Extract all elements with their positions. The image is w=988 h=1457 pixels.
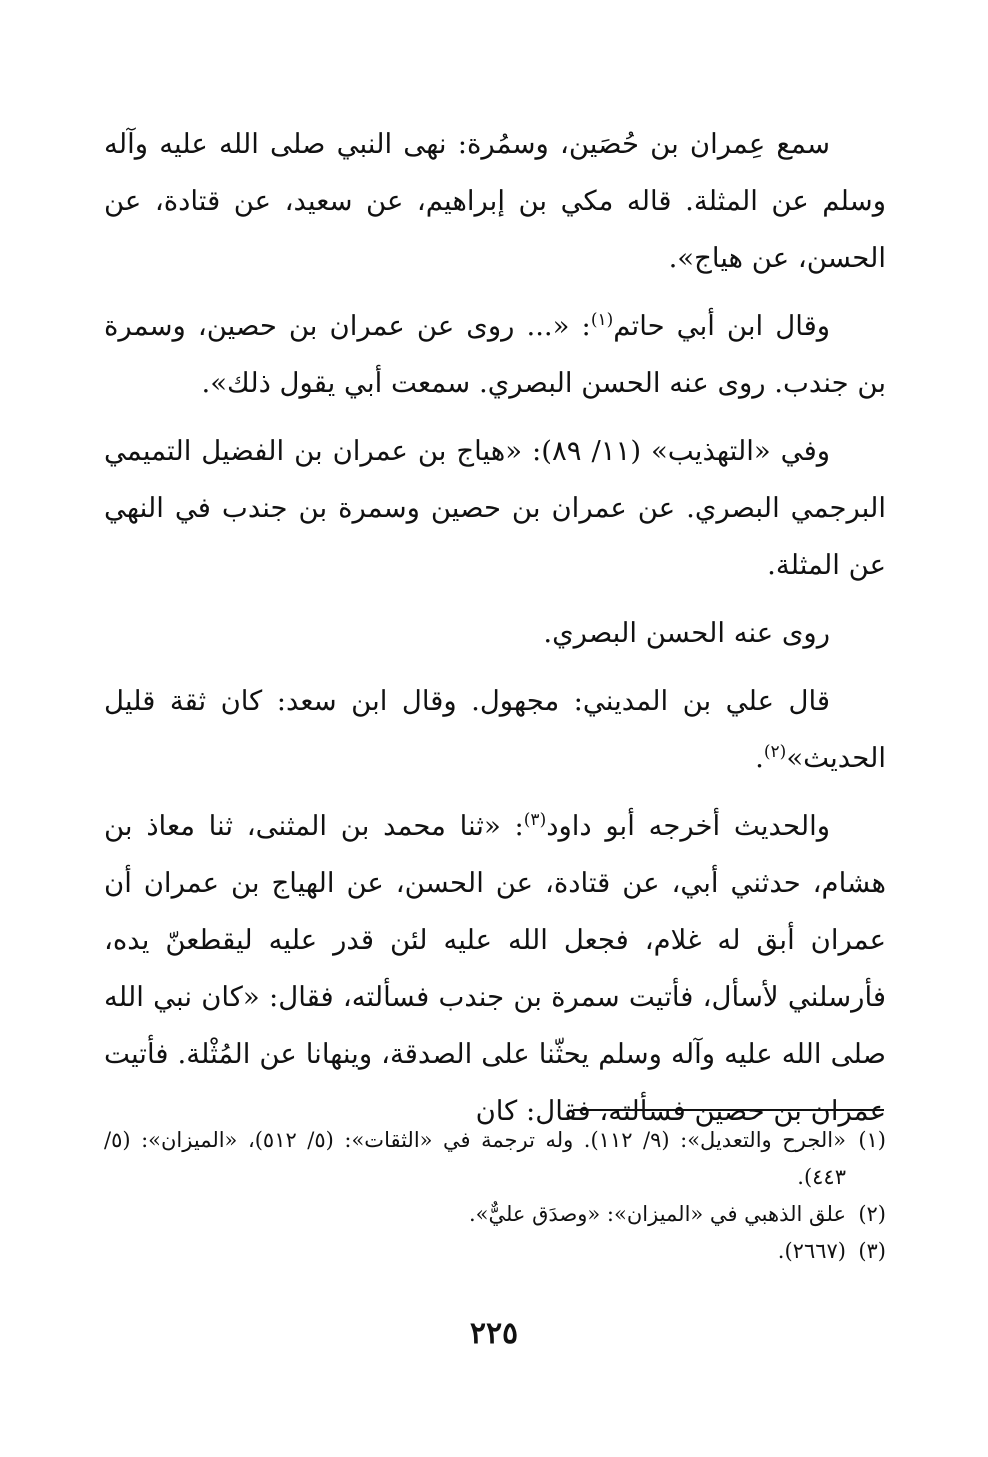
footnote-1-number: (١) <box>858 1128 886 1152</box>
paragraph-2-lead: وقال ابن أبي حاتم <box>613 310 830 342</box>
paragraph-5 <box>104 673 886 787</box>
paragraph-4-text: روى عنه الحسن البصري. <box>543 617 830 649</box>
paragraph-2-text: : «... روى عن عمران بن حصين، وسمرة بن جندب. روى عنه الحسن البصري. سمعت أبي يقول ذلك». <box>104 310 886 399</box>
paragraph-6 <box>104 798 886 1140</box>
footnote-3-number: (٣) <box>858 1239 886 1263</box>
paragraph-1 <box>104 116 886 287</box>
paragraph-3-text: وفي «التهذيب» (١١/ ٨٩): «هياج بن عمران بن الفضيل التميمي البرجمي البصري. عن عمران بن حصين وسمرة بن جندب في النهي عن المثلة. <box>104 435 886 581</box>
footnote-2-number: (٢) <box>858 1202 886 1226</box>
paragraph-2 <box>104 298 886 412</box>
footnotes <box>104 1122 886 1270</box>
page-number: ٢٢٥ <box>469 1316 519 1351</box>
footnote-ref-2: (٢) <box>763 741 787 762</box>
footnote-3 <box>104 1233 886 1270</box>
main-text <box>104 116 886 1151</box>
footnote-2-text: علق الذهبي في «الميزان»: «وصدَق عليٌّ». <box>468 1202 846 1226</box>
paragraph-6-text: : «ثنا محمد بن المثنى، ثنا معاذ بن هشام، حدثني أبي، عن قتادة، عن الحسن، عن الهياج بن عمران أن عمران أبق له غلام، فجعل الله عليه لئن قدر عليه ليقطعنّ يده، فأرسلني لأسأل، فأتيت سمرة بن جندب فسألته، فقال: «كان نبي الله صلى الله عليه وآله وسلم يحثّنا على الصدقة، وينهانا عن المُثْلة. فأتيت عمران بن حصين فسألته، فقال: كان <box>104 810 886 1127</box>
footnote-ref-3: (٣) <box>523 809 547 830</box>
footnote-ref-1: (١) <box>590 309 614 330</box>
paragraph-1-text: سمع عِمران بن حُصَين، وسمُرة: نهى النبي صلى الله عليه وآله وسلم عن المثلة. قاله مكي بن إبراهيم، عن سعيد، عن قتادة، عن الحسن، عن هياج». <box>104 128 886 274</box>
paragraph-5-end: . <box>755 742 764 774</box>
footnote-2 <box>104 1196 886 1233</box>
paragraph-6-lead: والحديث أخرجه أبو داود <box>546 810 830 842</box>
footnote-3-text: (٢٦٦٧). <box>777 1239 846 1263</box>
footnote-1-text: «الجرح والتعديل»: (٩/ ١١٢). وله ترجمة في «الثقات»: (٥/ ٥١٢)، «الميزان»: (٥/ ٤٤٣). <box>104 1128 846 1189</box>
paragraph-5-text: قال علي بن المديني: مجهول. وقال ابن سعد: كان ثقة قليل الحديث» <box>104 685 886 774</box>
paragraph-3 <box>104 423 886 594</box>
paragraph-4 <box>104 605 886 662</box>
footnote-1 <box>104 1122 886 1196</box>
footnote-divider <box>573 1109 884 1111</box>
